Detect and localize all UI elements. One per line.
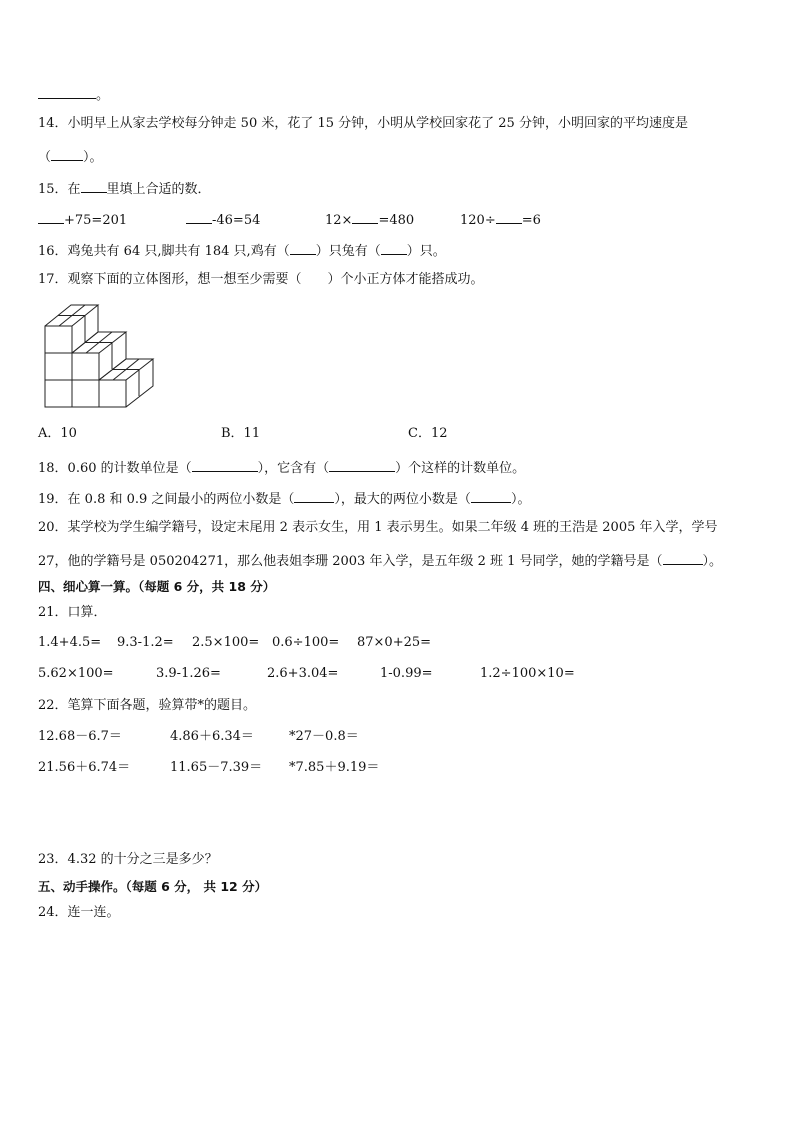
section4-title: 四、细心算一算。（每题 6 分，共 18 分） (38, 579, 276, 594)
answer-blank[interactable] (496, 209, 522, 224)
q16: 16．鸡兔共有 64 只,脚共有 184 只,鸡有（ ）只兔有（ ）只。 (38, 240, 446, 261)
calc-item: *7.85＋9.19＝ (289, 760, 380, 775)
q15-item: 120÷ =6 (460, 209, 541, 230)
calc-item: 1-0.99= (380, 666, 433, 681)
answer-blank[interactable] (352, 209, 378, 224)
q15-title: 15．在 里填上合适的数． (38, 178, 211, 199)
answer-blank[interactable] (294, 488, 334, 503)
cube-stack-figure (40, 300, 165, 415)
calc-item: 12.68－6.7＝ (38, 729, 122, 744)
q22-title: 22．笔算下面各题，验算带*的题目。 (38, 698, 257, 713)
calc-item: 11.65－7.39＝ (170, 760, 263, 775)
option-b[interactable]: B．11 (221, 426, 261, 441)
q13-answer-line: 。 (38, 84, 109, 105)
calc-item: 0.6÷100= (272, 635, 340, 650)
q22-row1 (38, 728, 758, 746)
q15-item: 12× =480 (325, 209, 414, 230)
q21-row1 (38, 634, 758, 652)
q19: 19．在 0.8 和 0.9 之间最小的两位小数是（ ），最大的两位小数是（ ）。 (38, 488, 530, 509)
q24: 24．连一连。 (38, 905, 120, 920)
answer-blank[interactable] (471, 488, 511, 503)
answer-blank[interactable] (329, 457, 395, 472)
q23: 23．4.32 的十分之三是多少？ (38, 852, 218, 867)
calc-item: *27－0.8＝ (289, 729, 359, 744)
q14-line2: （ ）。 (38, 146, 103, 167)
answer-blank[interactable] (51, 146, 83, 161)
answer-blank[interactable] (192, 457, 258, 472)
q17-options (38, 425, 758, 443)
q17-text: 17．观察下面的立体图形，想一想至少需要（ ）个小正方体才能搭成功。 (38, 272, 484, 287)
q21-row2 (38, 665, 758, 683)
q15-item: +75=201 (38, 209, 127, 230)
calc-item: 3.9-1.26= (156, 666, 221, 681)
calc-item: 87×0+25= (357, 635, 432, 650)
calc-item: 21.56＋6.74＝ (38, 760, 131, 775)
section5-title: 五、动手操作。（每题 6 分， 共 12 分） (38, 879, 268, 894)
answer-blank[interactable] (290, 240, 316, 255)
answer-blank[interactable] (38, 84, 96, 99)
calc-item: 5.62×100= (38, 666, 114, 681)
calc-item: 2.6+3.04= (267, 666, 339, 681)
answer-blank[interactable] (663, 550, 703, 565)
q22-row2 (38, 759, 758, 777)
calc-item: 1.2÷100×10= (480, 666, 575, 681)
answer-blank[interactable] (381, 240, 407, 255)
calc-item: 9.3-1.2= (117, 635, 174, 650)
option-c[interactable]: C．12 (408, 426, 448, 441)
option-a[interactable]: A．10 (38, 426, 77, 441)
q15-item: -46=54 (186, 209, 260, 230)
q15-items (38, 209, 758, 227)
answer-blank[interactable] (186, 209, 212, 224)
q14-line1: 14．小明早上从家去学校每分钟走 50 米，花了 15 分钟，小明从学校回家花了 25 分钟，小明回家的平均速度是 (38, 116, 688, 131)
q21-title: 21．口算． (38, 605, 107, 620)
calc-item: 1.4+4.5= (38, 635, 102, 650)
answer-blank[interactable] (38, 209, 64, 224)
answer-blank (81, 178, 107, 193)
calc-item: 2.5×100= (192, 635, 260, 650)
q18: 18．0.60 的计数单位是（ ），它含有（ ）个这样的计数单位。 (38, 457, 525, 478)
q20-line1: 20．某学校为学生编学籍号，设定末尾用 2 表示女生，用 1 表示男生。如果二年级 4 班的王浩是 2005 年入学，学号 (38, 520, 718, 535)
calc-item: 4.86＋6.34＝ (170, 729, 254, 744)
q20-line2: 27，他的学籍号是 050204271，那么他表姐李珊 2003 年入学，是五年级 2 班 1 号同学，她的学籍号是（ ）。 (38, 550, 722, 571)
